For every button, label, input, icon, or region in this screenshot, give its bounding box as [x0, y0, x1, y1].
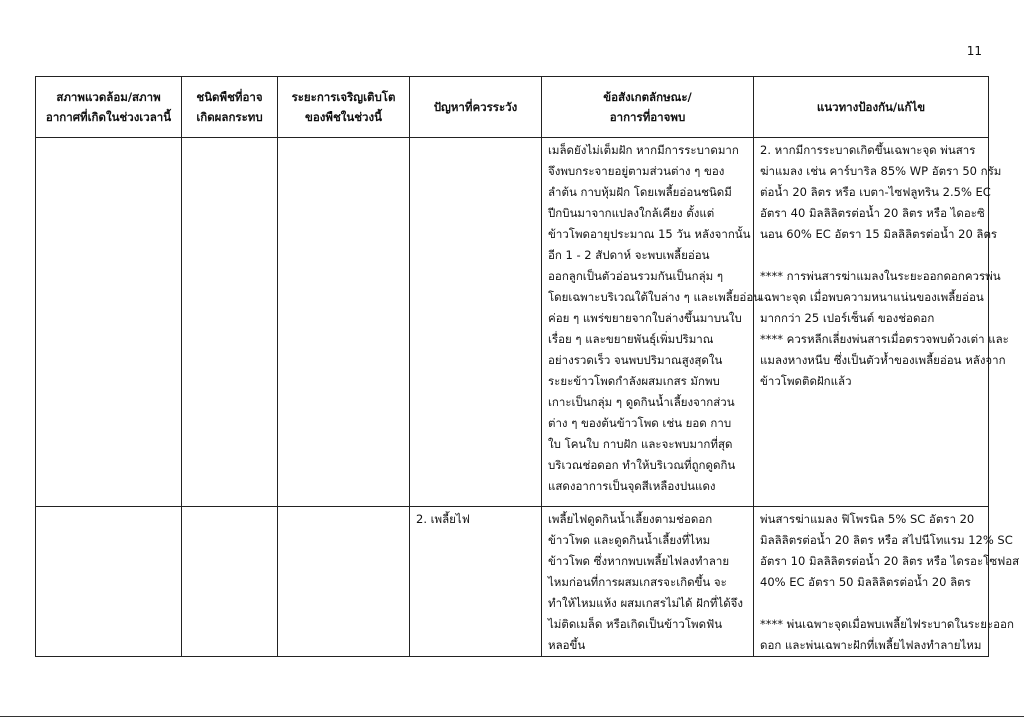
header-solutions: แนวทางป้องกัน/แก้ไข	[754, 77, 989, 138]
cell-growth-stage	[278, 507, 410, 657]
paragraph-gap	[760, 245, 982, 266]
table-row	[36, 138, 989, 507]
cell-solutions: 2. หากมีการระบาดเกิดขึ้นเฉพาะจุด พ่นสาร ฆ่าแมลง เช่น คาร์บาริล 85% WP อัตรา 50 กรัม ต่อน้ำ 20 ลิตร หรือ เบตา-ไซฟลูทริน 2.5% EC อัตรา 40 มิลลิลิตรต่อน้ำ 20 ลิตร หรือ ไดอะซิ นอน 60% EC อัตรา 15 มิลลิลิตรต่อน้ำ 20 ลิตร **** การพ่นสารฆ่าแมลงในระยะออกดอกควรพ่น เฉพาะจุด เมื่อพบความหนาแน่นของเพลี้ยอ่อน มากกว่า 25 เปอร์เซ็นต์ ของช่อดอก **** ควรหลีกเลี่ยงพ่นสารเมื่อตรวจพบด้วงเต่า และ แมลงหางหนีบ ซึ่งเป็นตัวห้ำของเพลี้ยอ่อน หลังจาก ข้าวโพดติดฝักแล้ว	[754, 138, 989, 507]
cell-problem	[410, 138, 542, 507]
bottom-divider	[0, 716, 1024, 717]
cell-symptoms: เพลี้ยไฟดูดกินน้ำเลี้ยงตามช่อดอก ข้าวโพด และดูดกินน้ำเลี้ยงที่ไหม ข้าวโพด ซึ่งหากพบเพลี้ยไฟลงทำลาย ไหมก่อนที่การผสมเกสรจะเกิดขึ้น จะ ทำให้ไหมแห้ง ผสมเกสรไม่ได้ ฝักที่ได้จึง ไม่ติดเมล็ด หรือเกิดเป็นข้าวโพดฟัน หลอขึ้น	[542, 507, 754, 657]
header-symptoms: ข้อสังเกตลักษณะ/ อาการที่อาจพบ	[542, 77, 754, 138]
cell-crop-type	[182, 507, 278, 657]
header-problem: ปัญหาที่ควรระวัง	[410, 77, 542, 138]
header-environment: สภาพแวดล้อม/สภาพ อากาศที่เกิดในช่วงเวลานี้	[36, 77, 182, 138]
cell-crop-type	[182, 138, 278, 507]
table-header-row	[36, 77, 989, 138]
header-growth-stage: ระยะการเจริญเติบโต ของพืชในช่วงนี้	[278, 77, 410, 138]
cell-symptoms: เมล็ดยังไม่เต็มฝัก หากมีการระบาดมาก จึงพบกระจายอยู่ตามส่วนต่าง ๆ ของ ลำต้น กาบหุ้มฝัก โดยเพลี้ยอ่อนชนิดมี ปีกบินมาจากแปลงใกล้เคียง ตั้งแต่ ข้าวโพดอายุประมาณ 15 วัน หลังจากนั้น อีก 1 - 2 สัปดาห์ จะพบเพลี้ยอ่อน ออกลูกเป็นตัวอ่อนรวมกันเป็นกลุ่ม ๆ โดยเฉพาะบริเวณใต้ใบล่าง ๆ และเพลี้ยอ่อน ค่อย ๆ แพร่ขยายจากใบล่างขึ้นมาบนใบ เรื่อย ๆ และขยายพันธุ์เพิ่มปริมาณ อย่างรวดเร็ว จนพบปริมาณสูงสุดใน ระยะข้าวโพดกำลังผสมเกสร มักพบ เกาะเป็นกลุ่ม ๆ ดูดกินน้ำเลี้ยงจากส่วน ต่าง ๆ ของต้นข้าวโพด เช่น ยอด กาบ ใบ โคนใบ กาบฝัก และจะพบมากที่สุด บริเวณช่อดอก ทำให้บริเวณที่ถูกดูดกิน แสดงอาการเป็นจุดสีเหลืองปนแดง	[542, 138, 754, 507]
cell-solutions: พ่นสารฆ่าแมลง ฟิโพรนิล 5% SC อัตรา 20 มิลลิลิตรต่อน้ำ 20 ลิตร หรือ สไปนีโทแรม 12% SC อัตรา 10 มิลลิลิตรต่อน้ำ 20 ลิตร หรือ ไดรอะโซฟอส 40% EC อัตรา 50 มิลลิลิตรต่อน้ำ 20 ลิตร **** พ่นเฉพาะจุดเมื่อพบเพลี้ยไฟระบาดในระยะออก ดอก และพ่นเฉพาะฝักที่เพลี้ยไฟลงทำลายไหม	[754, 507, 989, 657]
cell-environment	[36, 507, 182, 657]
page-number: 11	[966, 44, 982, 58]
cell-problem: 2. เพลี้ยไฟ	[410, 507, 542, 657]
cell-growth-stage	[278, 138, 410, 507]
paragraph-gap	[760, 593, 982, 614]
pest-management-table	[35, 76, 1020, 657]
header-crop-type: ชนิดพืชที่อาจ เกิดผลกระทบ	[182, 77, 278, 138]
cell-environment	[36, 138, 182, 507]
table-row	[36, 507, 989, 657]
